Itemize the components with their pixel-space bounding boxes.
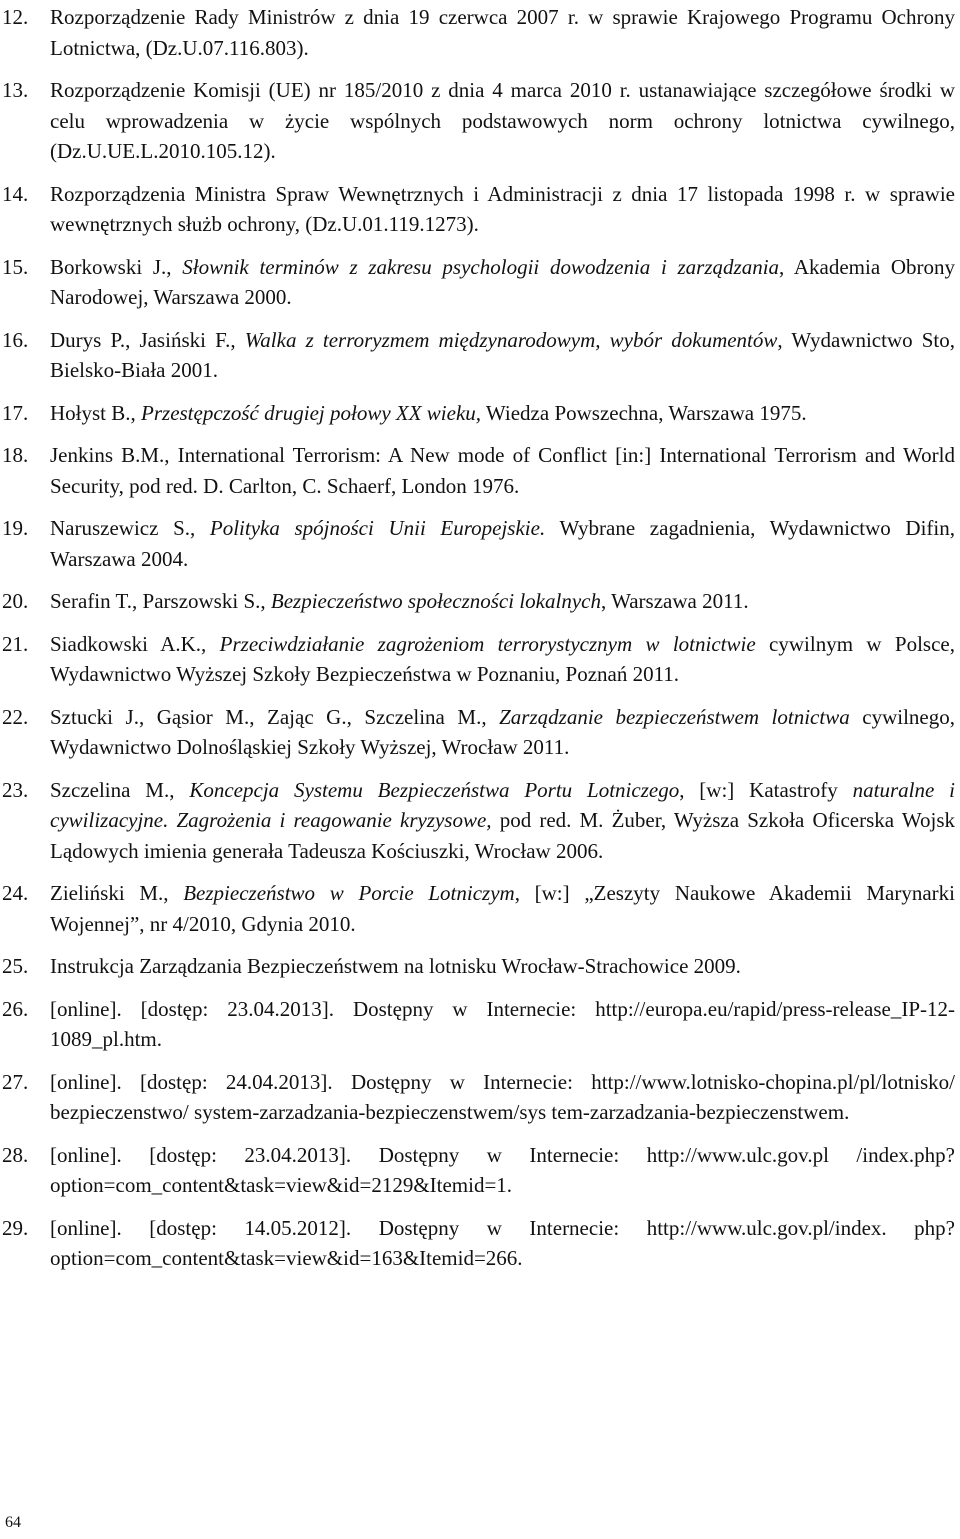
reference-item — [0, 629, 960, 690]
reference-item — [0, 775, 960, 867]
reference-number: 24. — [2, 881, 29, 905]
reference-number: 13. — [2, 78, 29, 102]
reference-number: 15. — [2, 254, 29, 279]
reference-number: 27. — [2, 1069, 29, 1094]
reference-number: 17. — [2, 400, 29, 425]
reference-author: Zieliński M., — [50, 881, 184, 905]
reference-text: Rozporządzenie Rady Ministrów z dnia 19 czerwca 2007 r. w sprawie Krajowego Programu Ochrony Lotnictwa, (Dz.U.07.116.803). — [50, 5, 960, 60]
reference-title: Przestępczość drugiej połowy XX wieku, — [141, 400, 482, 425]
reference-text: [online]. [dostęp: 24.04.2013]. Dostępny w Internecie: http://www.lotnisko-chopina.pl/pl/lotnisko/ bezpieczenstwo/ system-zarzadzania-bezpieczenstwem/sys tem-zarzadzania-bezpieczenstwem. — [50, 1069, 960, 1124]
reference-number: 23. — [2, 777, 29, 802]
bibliography-list — [0, 2, 960, 1286]
reference-number: 12. — [2, 5, 29, 29]
reference-author: Sztucki J., Gąsior M., Zając G., Szczelina M., — [50, 704, 500, 729]
reference-text: [online]. [dostęp: 23.04.2013]. Dostępny w Internecie: http://www.ulc.gov.pl /index.php?option=com_content&task=view&id=2129&Itemid=1. — [50, 1142, 955, 1197]
reference-item — [0, 252, 960, 313]
reference-publisher: , [w:] „Zeszyty Naukowe Akademii Marynarki Wojennej”, nr 4/2010, Gdynia 2010. — [50, 881, 960, 936]
reference-text: [online]. [dostęp: 23.04.2013]. Dostępny w Internecie: http://europa.eu/rapid/press-release_IP-12-1089_pl.htm. — [50, 996, 955, 1051]
reference-item — [0, 586, 955, 617]
reference-item — [0, 702, 960, 763]
reference-author: Naruszewicz S., — [50, 516, 210, 540]
reference-title: Bezpieczeństwo społeczności lokalnych — [270, 589, 601, 613]
reference-author: Szczelina M., — [50, 777, 190, 802]
reference-text: Rozporządzenie Komisji (UE) nr 185/2010 z dnia 4 marca 2010 r. ustanawiające szczegółowe środki w celu wprowadzenia w życie wspólnych podstawowych norm ochrony lotnictwa cywilnego, (Dz.U.UE.L.2010.105.12). — [50, 78, 960, 163]
reference-text: Jenkins B.M., International Terrorism: A New mode of Conflict [in:] International Terrorism and World Security, pod red. D. Carlton, C. Schaerf, London 1976. — [50, 443, 960, 498]
reference-number: 16. — [2, 327, 29, 352]
reference-title: Polityka spójności Unii Europejskie. — [209, 516, 546, 540]
reference-author: Borkowski J., — [50, 254, 183, 279]
reference-title: Bezpieczeństwo w Porcie Lotniczym — [183, 881, 515, 905]
reference-author: Durys P., Jasiński F., — [50, 327, 245, 352]
reference-source-prefix: , [w:] Katastrofy — [679, 777, 853, 802]
reference-publisher: Wiedza Powszechna, Warszawa 1975. — [481, 400, 807, 425]
reference-number: 28. — [2, 1142, 29, 1167]
reference-item — [0, 1067, 960, 1128]
reference-item — [0, 1213, 955, 1274]
reference-publisher: cywilnym w Polsce, Wydawnictwo Wyższej Szkoły Bezpieczeństwa w Poznaniu, Poznań 2011. — [50, 631, 960, 686]
reference-publisher: pod red. M. Żuber, Wyższa Szkoła Oficerska Wojsk Lądowych imienia generała Tadeusza Kościuszki, Wrocław 2006. — [50, 808, 960, 863]
reference-publisher: , Akademia Obrony Narodowej, Warszawa 2000. — [50, 254, 960, 309]
reference-item — [0, 2, 960, 63]
reference-number: 22. — [2, 704, 29, 729]
page-number: 64 — [5, 1514, 21, 1531]
reference-author: Serafin T., Parszowski S., — [50, 589, 271, 613]
reference-source-title: naturalne i cywilizacyjne. Zagrożenia i reagowanie kryzysowe, — [50, 777, 960, 832]
reference-text: [online]. [dostęp: 14.05.2012]. Dostępny w Internecie: http://www.ulc.gov.pl/index. php?option=com_content&task=view&id=163&Itemid=266. — [50, 1215, 955, 1270]
reference-number: 21. — [2, 631, 29, 656]
reference-number: 20. — [2, 589, 29, 613]
reference-publisher: Wybrane zagadnienia, Wydawnictwo Difin, Warszawa 2004. — [50, 516, 960, 571]
reference-item — [0, 398, 955, 429]
reference-item — [0, 994, 955, 1055]
reference-number: 25. — [2, 954, 29, 978]
reference-number: 14. — [2, 181, 29, 206]
reference-title: Zarządzanie bezpieczeństwem lotnictwa — [499, 704, 850, 729]
reference-item — [0, 878, 960, 939]
reference-title: Przeciwdziałanie zagrożeniom terrorystycznym w lotnictwie — [219, 631, 756, 656]
reference-title: Walka z terroryzmem międzynarodowym, wybór dokumentów — [244, 327, 778, 352]
reference-item — [0, 1140, 955, 1201]
reference-number: 29. — [2, 1215, 29, 1240]
reference-publisher: cywilnego, Wydawnictwo Dolnośląskiej Szkoły Wyższej, Wrocław 2011. — [50, 704, 960, 759]
reference-number: 19. — [2, 516, 29, 540]
reference-publisher: , Wydawnictwo Sto, Bielsko-Biała 2001. — [50, 327, 960, 382]
reference-number: 18. — [2, 443, 29, 467]
reference-publisher: , Warszawa 2011. — [600, 589, 749, 613]
reference-item — [0, 513, 960, 574]
reference-text: Instrukcja Zarządzania Bezpieczeństwem na lotnisku Wrocław-Strachowice 2009. — [50, 954, 741, 978]
reference-author: Siadkowski A.K., — [50, 631, 220, 656]
reference-title: Słownik terminów z zakresu psychologii dowodzenia i zarządzania — [182, 254, 780, 279]
reference-author: Hołyst B., — [50, 400, 142, 425]
reference-item — [0, 325, 960, 386]
reference-item — [0, 179, 960, 240]
reference-item — [0, 440, 960, 501]
reference-item — [0, 75, 960, 167]
reference-title: Koncepcja Systemu Bezpieczeństwa Portu Lotniczego — [189, 777, 680, 802]
reference-number: 26. — [2, 996, 29, 1021]
reference-item — [0, 951, 955, 982]
reference-text: Rozporządzenia Ministra Spraw Wewnętrznych i Administracji z dnia 17 listopada 1998 r. w sprawie wewnętrznych służb ochrony, (Dz.U.01.119.1273). — [50, 181, 960, 236]
